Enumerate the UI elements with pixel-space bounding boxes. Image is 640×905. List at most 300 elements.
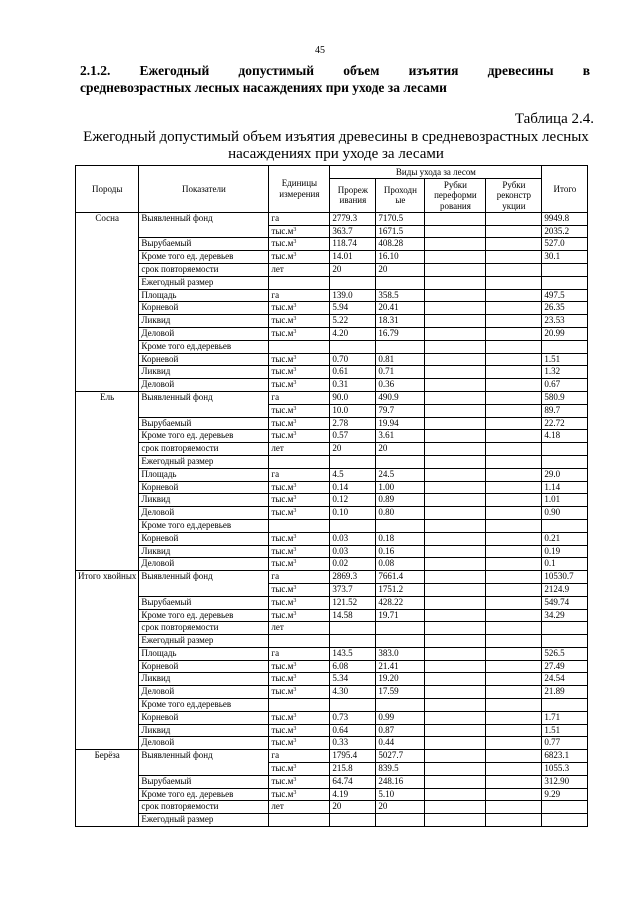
indicator-cell: Выявленный фонд [139,750,269,776]
unit-text: тыс.м [271,545,294,556]
reconstruct-cell [486,327,542,340]
passage-cell: 0.44 [376,737,425,750]
unit-cell [269,481,330,494]
section-heading [80,62,590,96]
unit-cell [269,353,330,366]
total-cell: 30.1 [542,251,588,264]
reform-cell [425,507,486,520]
table-row [76,417,588,430]
unit-cell [269,327,330,340]
reform-cell [425,417,486,430]
unit-superscript: 3 [293,239,297,246]
unit-text: лет [271,622,284,633]
reform-cell [425,519,486,532]
table-row [76,315,588,328]
reconstruct-cell [486,763,542,776]
reform-cell [425,276,486,289]
passage-cell: 19.71 [376,609,425,622]
unit-text: га [271,647,280,658]
unit-cell [269,212,330,225]
reconstruct-cell [486,251,542,264]
total-cell: 1.51 [542,353,588,366]
unit-cell [269,455,330,468]
thinning-cell: 14.01 [330,251,376,264]
indicator-cell: срок повторяемости [139,443,269,456]
passage-cell: 0.87 [376,724,425,737]
passage-cell: 20.41 [376,302,425,315]
reform-cell [425,647,486,660]
passage-cell: 383.0 [376,647,425,660]
reform-cell [425,660,486,673]
reform-cell [425,596,486,609]
unit-cell [269,750,330,763]
unit-text: тыс.м [271,583,294,594]
reform-cell [425,263,486,276]
thinning-cell: 4.30 [330,686,376,699]
total-cell: 0.19 [542,545,588,558]
table-row [76,481,588,494]
reform-cell [425,379,486,392]
logging-volume-table [75,165,588,827]
total-cell [542,801,588,814]
table-row [76,622,588,635]
indicator-cell: Площадь [139,647,269,660]
total-cell: 6823.1 [542,750,588,763]
reconstruct-cell [486,519,542,532]
unit-text: га [271,289,280,300]
unit-superscript: 3 [293,495,297,502]
reconstruct-cell [486,711,542,724]
unit-text: лет [271,263,284,274]
passage-cell [376,814,425,827]
reconstruct-cell [486,699,542,712]
unit-superscript: 3 [293,764,297,771]
total-cell: 26.35 [542,302,588,315]
passage-cell: 19.94 [376,417,425,430]
unit-cell [269,801,330,814]
unit-text: лет [271,443,284,454]
unit-cell [269,276,330,289]
reform-cell [425,532,486,545]
unit-text: лет [271,801,284,812]
reform-cell [425,635,486,648]
unit-text: тыс.м [271,507,294,518]
page-number: 45 [315,45,325,56]
total-cell: 1.32 [542,366,588,379]
header-passage: Проходн ые [376,178,425,212]
passage-cell: 490.9 [376,391,425,404]
table-row [76,507,588,520]
table-row [76,609,588,622]
indicator-cell: Кроме того ед. деревьев [139,788,269,801]
total-cell: 4.18 [542,430,588,443]
reform-cell [425,814,486,827]
table-row [76,455,588,468]
thinning-cell [330,455,376,468]
indicator-cell: Ежегодный размер [139,455,269,468]
unit-cell [269,225,330,238]
reform-cell [425,788,486,801]
reconstruct-cell [486,417,542,430]
species-cell: Ель [76,391,139,570]
unit-superscript: 3 [293,610,297,617]
reconstruct-cell [486,391,542,404]
reform-cell [425,545,486,558]
header-species: Породы [76,166,139,213]
indicator-cell: Вырубаемый [139,417,269,430]
total-cell: 22.72 [542,417,588,430]
unit-cell [269,251,330,264]
thinning-cell: 20 [330,801,376,814]
reconstruct-cell [486,430,542,443]
reform-cell [425,353,486,366]
passage-cell: 79.7 [376,404,425,417]
reconstruct-cell [486,532,542,545]
table-row [76,699,588,712]
unit-text: тыс.м [271,724,294,735]
unit-cell [269,775,330,788]
indicator-cell: Кроме того ед. деревьев [139,251,269,264]
reconstruct-cell [486,289,542,302]
thinning-cell: 5.94 [330,302,376,315]
total-cell [542,519,588,532]
reform-cell [425,455,486,468]
table-row [76,558,588,571]
unit-cell [269,315,330,328]
passage-cell: 408.28 [376,238,425,251]
indicator-cell: Выявленный фонд [139,391,269,417]
thinning-cell [330,622,376,635]
unit-superscript: 3 [293,674,297,681]
unit-superscript: 3 [293,316,297,323]
passage-cell: 428.22 [376,596,425,609]
reform-cell [425,302,486,315]
indicator-cell: срок повторяемости [139,263,269,276]
passage-cell: 0.36 [376,379,425,392]
reform-cell [425,212,486,225]
table-row [76,276,588,289]
thinning-cell: 118.74 [330,238,376,251]
reconstruct-cell [486,212,542,225]
reform-cell [425,225,486,238]
thinning-cell: 139.0 [330,289,376,302]
reform-cell [425,686,486,699]
total-cell: 0.90 [542,507,588,520]
unit-text: тыс.м [271,711,294,722]
reconstruct-cell [486,276,542,289]
unit-cell [269,788,330,801]
thinning-cell: 373.7 [330,583,376,596]
table-row [76,430,588,443]
unit-cell [269,494,330,507]
indicator-cell: Площадь [139,468,269,481]
total-cell [542,635,588,648]
thinning-cell: 0.57 [330,430,376,443]
section-heading-line1: 2.1.2. Ежегодный допустимый объем изъятия древесины в [80,63,590,78]
unit-text: тыс.м [271,686,294,697]
unit-text: тыс.м [271,366,294,377]
unit-superscript: 3 [293,380,297,387]
reform-cell [425,571,486,584]
reform-cell [425,340,486,353]
unit-superscript: 3 [293,431,297,438]
table-row [76,353,588,366]
species-cell: Сосна [76,212,139,391]
unit-text: га [271,750,280,761]
reconstruct-cell [486,353,542,366]
indicator-cell: Кроме того ед. деревьев [139,609,269,622]
thinning-cell: 5.34 [330,673,376,686]
thinning-cell: 121.52 [330,596,376,609]
total-cell: 23.53 [542,315,588,328]
passage-cell: 7661.4 [376,571,425,584]
table-row [76,571,588,584]
indicator-cell: Корневой [139,353,269,366]
table-row [76,289,588,302]
passage-cell: 18.31 [376,315,425,328]
total-cell: 0.21 [542,532,588,545]
reform-cell [425,481,486,494]
reconstruct-cell [486,622,542,635]
header-indicators: Показатели [139,166,269,213]
table-row [76,519,588,532]
total-cell [542,622,588,635]
header-total: Итого [542,166,588,213]
table-label: Таблица 2.4. [514,111,594,127]
unit-cell [269,737,330,750]
total-cell [542,276,588,289]
reconstruct-cell [486,583,542,596]
thinning-cell: 0.33 [330,737,376,750]
unit-cell [269,532,330,545]
reconstruct-cell [486,750,542,763]
unit-superscript: 3 [293,597,297,604]
indicator-cell: Деловой [139,379,269,392]
thinning-cell: 10.0 [330,404,376,417]
thinning-cell: 0.14 [330,481,376,494]
unit-cell [269,647,330,660]
unit-text: тыс.м [271,225,294,236]
passage-cell: 839.5 [376,763,425,776]
unit-cell [269,263,330,276]
passage-cell: 21.41 [376,660,425,673]
reconstruct-cell [486,225,542,238]
reconstruct-cell [486,737,542,750]
thinning-cell [330,340,376,353]
unit-superscript: 3 [293,405,297,412]
thinning-cell: 0.61 [330,366,376,379]
reconstruct-cell [486,263,542,276]
passage-cell: 19.20 [376,673,425,686]
unit-text: тыс.м [271,737,294,748]
reconstruct-cell [486,315,542,328]
thinning-cell: 0.70 [330,353,376,366]
unit-text: тыс.м [271,404,294,415]
reconstruct-cell [486,724,542,737]
table-row [76,801,588,814]
indicator-cell: Вырубаемый [139,775,269,788]
total-cell [542,263,588,276]
table-row [76,711,588,724]
thinning-cell: 2.78 [330,417,376,430]
total-cell: 1.01 [542,494,588,507]
total-cell [542,455,588,468]
table-row [76,596,588,609]
unit-cell [269,558,330,571]
unit-superscript: 3 [293,252,297,259]
total-cell: 27.49 [542,660,588,673]
reconstruct-cell [486,545,542,558]
passage-cell: 20 [376,801,425,814]
passage-cell: 0.80 [376,507,425,520]
reconstruct-cell [486,686,542,699]
unit-text: тыс.м [271,353,294,364]
thinning-cell: 90.0 [330,391,376,404]
table-row [76,660,588,673]
passage-cell [376,519,425,532]
unit-cell [269,545,330,558]
indicator-cell: Деловой [139,737,269,750]
reconstruct-cell [486,801,542,814]
reconstruct-cell [486,494,542,507]
unit-text: тыс.м [271,379,294,390]
reconstruct-cell [486,379,542,392]
unit-cell [269,699,330,712]
header-reform: Рубки переформи рования [425,178,486,212]
unit-superscript: 3 [293,584,297,591]
table-row [76,750,588,763]
thinning-cell: 0.64 [330,724,376,737]
indicator-cell: срок повторяемости [139,622,269,635]
indicator-cell: Корневой [139,481,269,494]
thinning-cell: 5.22 [330,315,376,328]
reconstruct-cell [486,673,542,686]
reform-cell [425,289,486,302]
unit-superscript: 3 [293,546,297,553]
unit-cell [269,635,330,648]
total-cell: 1.71 [542,711,588,724]
total-cell: 10530.7 [542,571,588,584]
indicator-cell: Выявленный фонд [139,212,269,238]
unit-cell [269,366,330,379]
indicator-cell: Кроме того ед.деревьев [139,699,269,712]
table-row [76,686,588,699]
indicator-cell: Корневой [139,302,269,315]
unit-text: тыс.м [271,327,294,338]
total-cell: 34.29 [542,609,588,622]
reform-cell [425,737,486,750]
total-cell: 1.51 [542,724,588,737]
unit-cell [269,379,330,392]
thinning-cell: 4.5 [330,468,376,481]
reform-cell [425,494,486,507]
passage-cell: 16.79 [376,327,425,340]
indicator-cell: Ликвид [139,545,269,558]
table-row [76,327,588,340]
passage-cell: 3.61 [376,430,425,443]
reconstruct-cell [486,302,542,315]
passage-cell: 17.59 [376,686,425,699]
table-row [76,788,588,801]
indicator-cell: Ликвид [139,315,269,328]
thinning-cell: 215.8 [330,763,376,776]
passage-cell: 5.10 [376,788,425,801]
table-row [76,635,588,648]
unit-superscript: 3 [293,354,297,361]
reform-cell [425,468,486,481]
unit-cell [269,468,330,481]
table-row [76,340,588,353]
header-units: Единицы измерения [269,166,330,213]
passage-cell: 20 [376,443,425,456]
passage-cell: 1671.5 [376,225,425,238]
table-row [76,647,588,660]
table-row [76,443,588,456]
total-cell: 0.1 [542,558,588,571]
unit-text: тыс.м [271,417,294,428]
thinning-cell: 143.5 [330,647,376,660]
reconstruct-cell [486,647,542,660]
passage-cell: 0.16 [376,545,425,558]
reconstruct-cell [486,455,542,468]
reconstruct-cell [486,468,542,481]
indicator-cell: Площадь [139,289,269,302]
reconstruct-cell [486,340,542,353]
unit-cell [269,391,330,404]
reconstruct-cell [486,571,542,584]
header-care-types: Виды ухода за лесом [330,166,542,179]
table-row [76,238,588,251]
unit-superscript: 3 [293,418,297,425]
indicator-cell: Корневой [139,532,269,545]
reform-cell [425,430,486,443]
unit-text: тыс.м [271,609,294,620]
passage-cell: 1.00 [376,481,425,494]
unit-text: тыс.м [271,302,294,313]
reform-cell [425,673,486,686]
species-cell: Берёза [76,750,139,827]
passage-cell: 0.81 [376,353,425,366]
unit-cell [269,404,330,417]
thinning-cell: 2869.3 [330,571,376,584]
thinning-cell: 0.73 [330,711,376,724]
unit-cell [269,622,330,635]
table-row [76,814,588,827]
thinning-cell: 0.02 [330,558,376,571]
indicator-cell: Кроме того ед.деревьев [139,340,269,353]
unit-cell [269,686,330,699]
total-cell: 2124.9 [542,583,588,596]
passage-cell [376,699,425,712]
unit-cell [269,302,330,315]
unit-superscript: 3 [293,559,297,566]
passage-cell: 5027.7 [376,750,425,763]
indicator-cell: Деловой [139,507,269,520]
thinning-cell: 6.08 [330,660,376,673]
passage-cell: 0.71 [376,366,425,379]
unit-cell [269,673,330,686]
indicator-cell: Ликвид [139,494,269,507]
reform-cell [425,750,486,763]
table-row [76,379,588,392]
passage-cell [376,340,425,353]
reform-cell [425,622,486,635]
table-row [76,391,588,404]
unit-superscript: 3 [293,226,297,233]
total-cell: 580.9 [542,391,588,404]
unit-text: тыс.м [271,660,294,671]
reconstruct-cell [486,481,542,494]
